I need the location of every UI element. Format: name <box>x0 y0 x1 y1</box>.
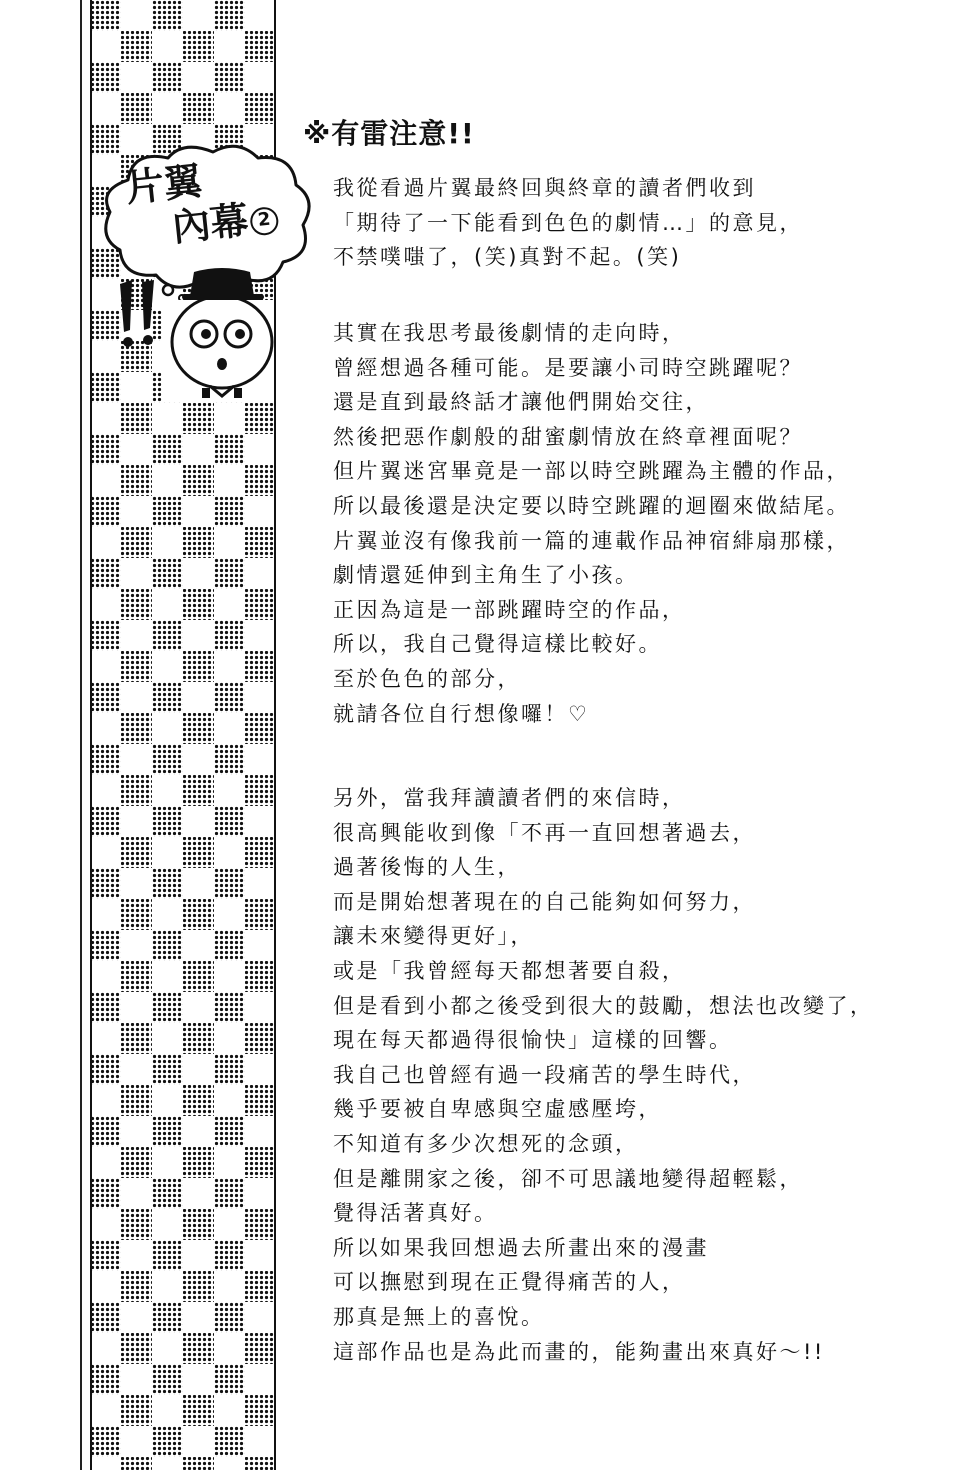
paragraph-1 <box>333 171 933 275</box>
text-line: 「期待了一下能看到色色的劇情…」的意見， <box>333 210 803 235</box>
text-line: 覺得活著真好。 <box>333 1201 498 1226</box>
text-line: 所以最後還是決定要以時空跳躍的迴圈來做結尾。 <box>333 493 850 518</box>
text-line: 不知道有多少次想死的念頭， <box>333 1131 639 1156</box>
text-line: 劇情還延伸到主角生了小孩。 <box>333 563 639 588</box>
bubble-title <box>124 150 292 254</box>
text-line: 那真是無上的喜悅。 <box>333 1304 545 1329</box>
text-line: 我自己也曾經有過一段痛苦的學生時代， <box>333 1062 756 1087</box>
text-line: 或是「我曾經每天都想著要自殺， <box>333 958 686 983</box>
mascot-character <box>110 262 280 402</box>
circled-number: 2 <box>249 205 280 236</box>
text-line: 但是看到小都之後受到很大的鼓勵，想法也改變了， <box>333 993 874 1018</box>
text-line: 然後把惡作劇般的甜蜜劇情放在終章裡面呢？ <box>333 424 803 449</box>
text-line: 曾經想過各種可能。是要讓小司時空跳躍呢？ <box>333 355 803 380</box>
text-line: 讓未來變得更好」， <box>333 924 534 949</box>
text-line: 而是開始想著現在的自己能夠如何努力， <box>333 889 756 914</box>
text-line: 正因為這是一部跳躍時空的作品， <box>333 597 686 622</box>
left-border-line <box>80 0 82 1470</box>
text-line: 我從看過片翼最終回與終章的讀者們收到 <box>333 176 756 200</box>
exclamation-icon <box>120 280 154 347</box>
paragraph-3 <box>333 781 933 1369</box>
text-line: 但片翼迷宮畢竟是一部以時空跳躍為主體的作品， <box>333 459 850 484</box>
text-line: 其實在我思考最後劇情的走向時， <box>333 321 686 345</box>
text-line: 就請各位自行想像囉！♡ <box>333 701 590 726</box>
text-line: 所以如果我回想過去所畫出來的漫畫 <box>333 1235 709 1260</box>
text-line: 幾乎要被自卑感與空虛感壓垮， <box>333 1097 662 1122</box>
spoiler-warning: ※有雷注意!! <box>303 117 475 150</box>
text-line: 所以，我自己覺得這樣比較好。 <box>333 632 662 657</box>
text-line: 不禁噗嗤了，(笑)真對不起。(笑) <box>333 245 682 270</box>
bubble-title-line1: 片翼 <box>123 158 205 211</box>
text-line: 另外，當我拜讀讀者們的來信時， <box>333 786 686 810</box>
bubble-title-line2: 內幕 <box>170 198 251 250</box>
text-line: 可以撫慰到現在正覺得痛苦的人， <box>333 1270 686 1295</box>
paragraph-2 <box>333 316 933 731</box>
text-line: 但是離開家之後，卻不可思議地變得超輕鬆， <box>333 1166 803 1191</box>
text-line: 至於色色的部分， <box>333 666 521 691</box>
text-line: 過著後悔的人生， <box>333 855 521 880</box>
text-line: 現在每天都過得很愉快」這樣的回響。 <box>333 1028 733 1053</box>
text-line: 片翼並沒有像我前一篇的連載作品神宿緋扇那樣， <box>333 528 850 553</box>
text-line: 還是直到最終話才讓他們開始交往， <box>333 390 709 415</box>
text-line: 這部作品也是為此而畫的，能夠畫出來真好～!! <box>333 1339 825 1364</box>
text-line: 很高興能收到像「不再一直回想著過去， <box>333 820 756 845</box>
